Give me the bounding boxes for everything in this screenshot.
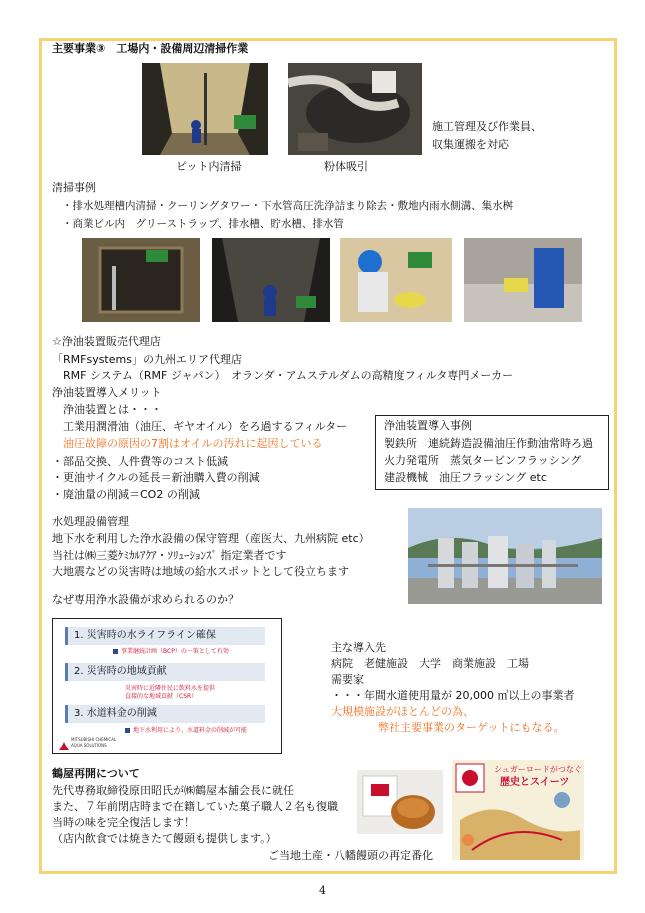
manju-photo bbox=[357, 770, 443, 834]
side-note-line1: 施工管理及び作業員、 bbox=[432, 120, 542, 133]
purifier-what-is: 浄油装置とは・・・ bbox=[52, 403, 162, 416]
cleaning-bullet-1: ・排水処理槽内清掃・クーリングタワー・下水管高圧洗浄詰まり除去・敷地内雨水側溝、集水桝 bbox=[62, 200, 514, 212]
merit-item-2: ・更油サイクルの延長＝新油購入費の削減 bbox=[52, 471, 260, 484]
tsuruya-heading: 鶴屋再開について bbox=[52, 767, 140, 780]
water-line-3: 大地震などの災害時は地域の給水スポットとして役立ちます bbox=[52, 565, 349, 578]
demand-line: ・・・年間水道使用量が 20,000 ㎥以上の事業者 bbox=[331, 689, 575, 702]
purifier-cases-box bbox=[375, 415, 609, 490]
purifier-line-1: 「RMFsystems」の九州エリア代理店 bbox=[52, 353, 242, 366]
slide-item-1-note: 事業継続計画（BCP）の一策として有効 bbox=[113, 648, 229, 656]
cases-box-row-2: 火力発電所 蒸気タービンフラッシング bbox=[384, 454, 582, 467]
cases-box-row-3: 建設機械 油圧フラッシング etc bbox=[384, 471, 547, 484]
large-facility-note: 大規模施設がほとんどの為、 bbox=[331, 705, 474, 718]
water-plant-photo bbox=[408, 508, 602, 604]
demand-heading: 需要家 bbox=[331, 673, 364, 686]
tsuruya-line-1: 先代専務取締役原田昭氏が㈱鶴屋本舗会長に就任 bbox=[52, 784, 294, 797]
pit-cleaning-caption: ピット内清掃 bbox=[176, 160, 242, 173]
slide-item-2-note-2: 直接的な地域貢献（CSR） bbox=[125, 693, 198, 700]
side-note-line2: 収集運搬を対応 bbox=[432, 138, 509, 151]
section-title-main-business-3: 主要事業③ 工場内・設備周辺清掃作業 bbox=[52, 42, 249, 55]
cleaning-heading: 清掃事例 bbox=[52, 181, 96, 194]
purifier-heading: ☆浄油装置販売代理店 bbox=[52, 335, 161, 348]
slide-logo-line-2: AQUA SOLUTIONS bbox=[71, 743, 107, 748]
targets-line: 病院 老健施設 大学 商業施設 工場 bbox=[331, 657, 529, 670]
tsuruya-line-3: 当時の味を完全復活します！ bbox=[52, 816, 195, 829]
cooling-tower-photo bbox=[212, 238, 330, 322]
drain-tank-photo bbox=[82, 238, 200, 322]
merit-item-1: ・部品交換、人件費等のコスト低減 bbox=[52, 455, 228, 468]
water-question: なぜ専用浄水設備が求められるのか？ bbox=[52, 593, 239, 606]
mitsubishi-logo-icon bbox=[59, 737, 69, 747]
water-benefit-slide bbox=[52, 618, 282, 754]
water-heading: 水処理設備管理 bbox=[52, 515, 129, 528]
poster-title-line-2: 歴史とスイーツ bbox=[500, 777, 570, 788]
page-number: 4 bbox=[319, 884, 326, 897]
water-line-2: 当社は㈱三菱ｹﾐｶﾙｱｸｱ・ｿﾘｭｰｼｮﾝｽﾞ 指定業者です bbox=[52, 549, 287, 562]
powder-suction-caption: 粉体吸引 bbox=[324, 160, 368, 173]
pit-cleaning-photo bbox=[142, 63, 268, 155]
cases-box-title: 浄油装置導入事例 bbox=[384, 419, 472, 432]
purifier-failure-note: 油圧故障の原因の7割はオイルの汚れに起因している bbox=[52, 437, 323, 450]
slide-logo-line-1: MITSUBISHI CHEMICAL bbox=[71, 737, 117, 742]
grease-trap-photo bbox=[340, 238, 452, 322]
slide-item-1-title: 1. 災害時の水ライフライン確保 bbox=[65, 627, 265, 645]
target-note: 弊社主要事業のターゲットにもなる。 bbox=[378, 721, 565, 734]
slide-item-2-note-1: 災害時に近隣住民に飲料水を提供 bbox=[125, 685, 216, 692]
slide-item-3-note: 地下水利用により、水道料金の削減が可能 bbox=[125, 727, 247, 735]
merit-heading: 浄油装置導入メリット bbox=[52, 386, 162, 399]
cases-box-row-1: 製鉄所 連続鋳造設備油圧作動油常時ろ過 bbox=[384, 437, 593, 450]
cleaning-bullet-2: ・商業ビル内 グリーストラップ、排水槽、貯水槽、排水管 bbox=[62, 218, 344, 230]
tsuruya-caption: ご当地土産・八幡饅頭の再定番化 bbox=[268, 849, 433, 862]
merit-item-3: ・廃油量の削減＝CO2 の削減 bbox=[52, 488, 200, 501]
sugar-road-poster bbox=[452, 760, 584, 860]
poster-title-line-1: シュガーロードがつなぐ bbox=[494, 765, 582, 774]
tsuruya-line-4: （店内飲食では焼きたて饅頭も提供します。） bbox=[52, 832, 277, 845]
slide-item-2-title: 2. 災害時の地域貢献 bbox=[65, 663, 265, 681]
slide-item-3-title: 3. 水道料金の削減 bbox=[65, 705, 265, 723]
purifier-line-2: RMF システム（RMF ジャパン） オランダ・アムステルダムの高精度フィルタ専門メーカー bbox=[52, 369, 514, 382]
powder-suction-photo bbox=[288, 63, 422, 155]
water-line-1: 地下水を利用した浄水設備の保守管理（産医大、九州病院 etc） bbox=[52, 532, 370, 545]
drain-pipe-photo bbox=[464, 238, 582, 322]
tsuruya-line-2: また、７年前閉店時まで在籍していた菓子職人２名も復職 bbox=[52, 800, 338, 813]
purifier-filter-desc: 工業用潤滑油（油圧、ギヤオイル）をろ過するフィルター bbox=[52, 420, 348, 433]
targets-heading: 主な導入先 bbox=[331, 641, 386, 654]
